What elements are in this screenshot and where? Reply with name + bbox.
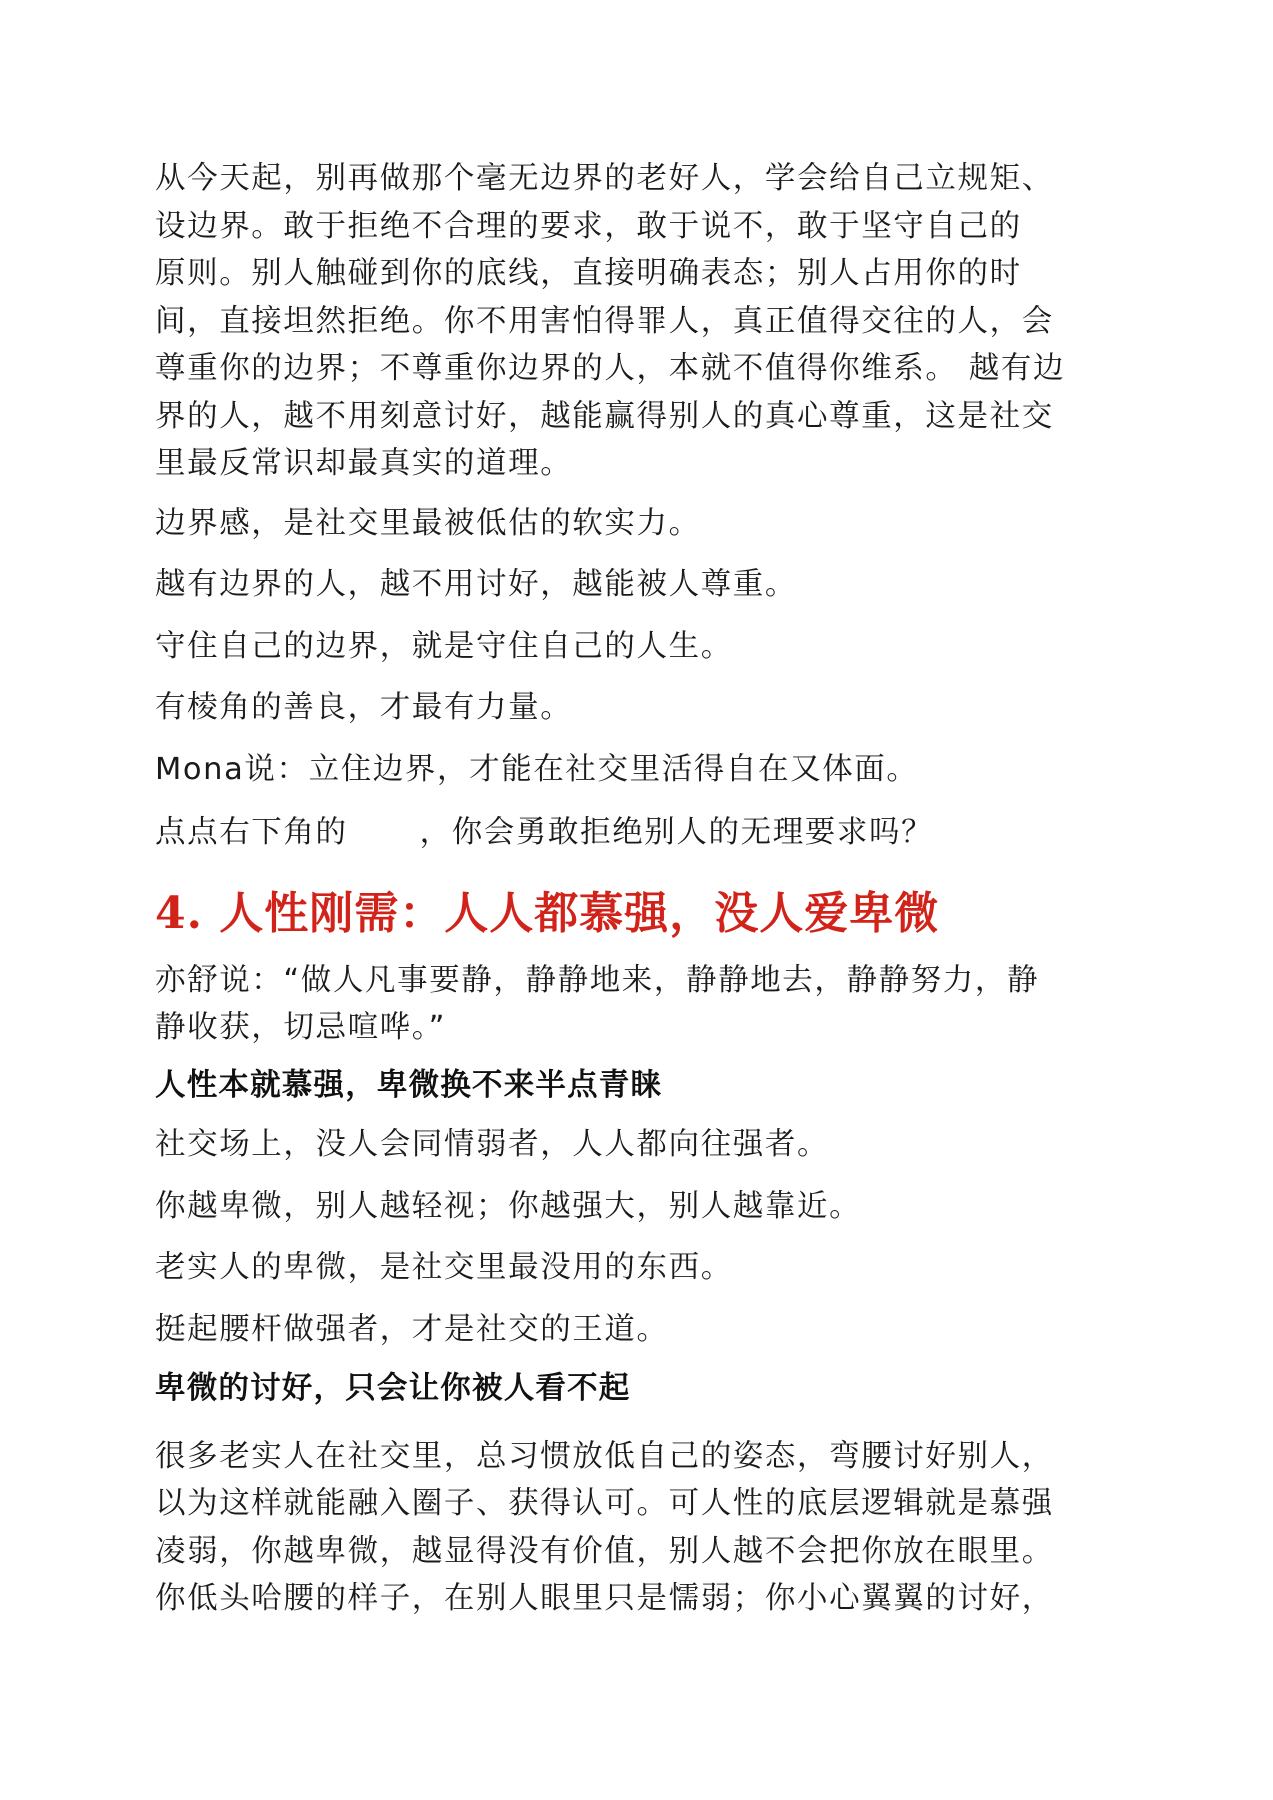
document-page xyxy=(155,155,1130,1623)
statement: 挺起腰杆做强者，才是社交的王道。 xyxy=(155,1311,669,1347)
intro-line: 尊重你的边界；不尊重你边界的人，本就不值得你维系。 越有边 xyxy=(155,351,1066,386)
closing-line: 你低头哈腰的样子，在别人眼里只是懦弱；你小心翼翼的讨好， xyxy=(155,1581,1054,1616)
statement: 守住自己的边界，就是守住自己的人生。 xyxy=(155,628,733,664)
intro-line: 里最反常识却最真实的道理。 xyxy=(155,446,573,481)
intro-line: 设边界。敢于拒绝不合理的要求，敢于说不，敢于坚守自己的 xyxy=(155,208,1022,244)
closing-line: 凌弱，你越卑微，越显得没有价值，别人越不会把你放在眼里。 xyxy=(155,1533,1054,1569)
quote-line: 亦舒说：“做人凡事要静，静静地来，静静地去，静静努力，静 xyxy=(155,962,1040,998)
statement: 你越卑微，别人越轻视；你越强大，别人越靠近。 xyxy=(155,1188,862,1224)
statement: 社交场上，没人会同情弱者，人人都向往强者。 xyxy=(155,1127,830,1162)
statement: Mona说：立住边界，才能在社交里活得自在又体面。 xyxy=(155,751,919,787)
quote-paragraph xyxy=(155,957,1130,1052)
intro-line: 原则。别人触碰到你的底线，直接明确表态；别人占用你的时 xyxy=(155,256,1022,291)
intro-paragraph xyxy=(155,155,1130,488)
intro-line: 界的人，越不用刻意讨好，越能赢得别人的真心尊重，这是社交 xyxy=(155,398,1054,434)
closing-line: 很多老实人在社交里，总习惯放低自己的姿态，弯腰讨好别人， xyxy=(155,1438,1054,1474)
prompt-text-before: 点点右下角的 xyxy=(155,815,348,850)
prompt-text-after: ，你会勇敢拒绝别人的无理要求吗？ xyxy=(419,815,934,850)
statement: 边界感，是社交里最被低估的软实力。 xyxy=(155,505,701,541)
statement: 有棱角的善良，才最有力量。 xyxy=(155,690,573,725)
statement: 越有边界的人，越不用讨好，越能被人尊重。 xyxy=(155,567,797,602)
prompt-line xyxy=(155,809,1130,857)
section-heading: 4. 人性刚需：人人都慕强，没人爱卑微 xyxy=(155,887,940,939)
subheading: 人性本就慕强，卑微换不来半点青睐 xyxy=(155,1067,663,1103)
statement: 老实人的卑微，是社交里最没用的东西。 xyxy=(155,1250,733,1285)
intro-line: 间，直接坦然拒绝。你不用害怕得罪人，真正值得交往的人，会 xyxy=(155,303,1054,339)
subheading: 卑微的讨好，只会让你被人看不起 xyxy=(155,1371,631,1406)
closing-paragraph xyxy=(155,1433,1130,1623)
quote-line: 静收获，切忌喧哗。” xyxy=(155,1010,447,1045)
intro-line: 从今天起，别再做那个毫无边界的老好人，学会给自己立规矩、 xyxy=(155,161,1054,196)
closing-line: 以为这样就能融入圈子、获得认可。可人性的底层逻辑就是慕强 xyxy=(155,1486,1054,1521)
